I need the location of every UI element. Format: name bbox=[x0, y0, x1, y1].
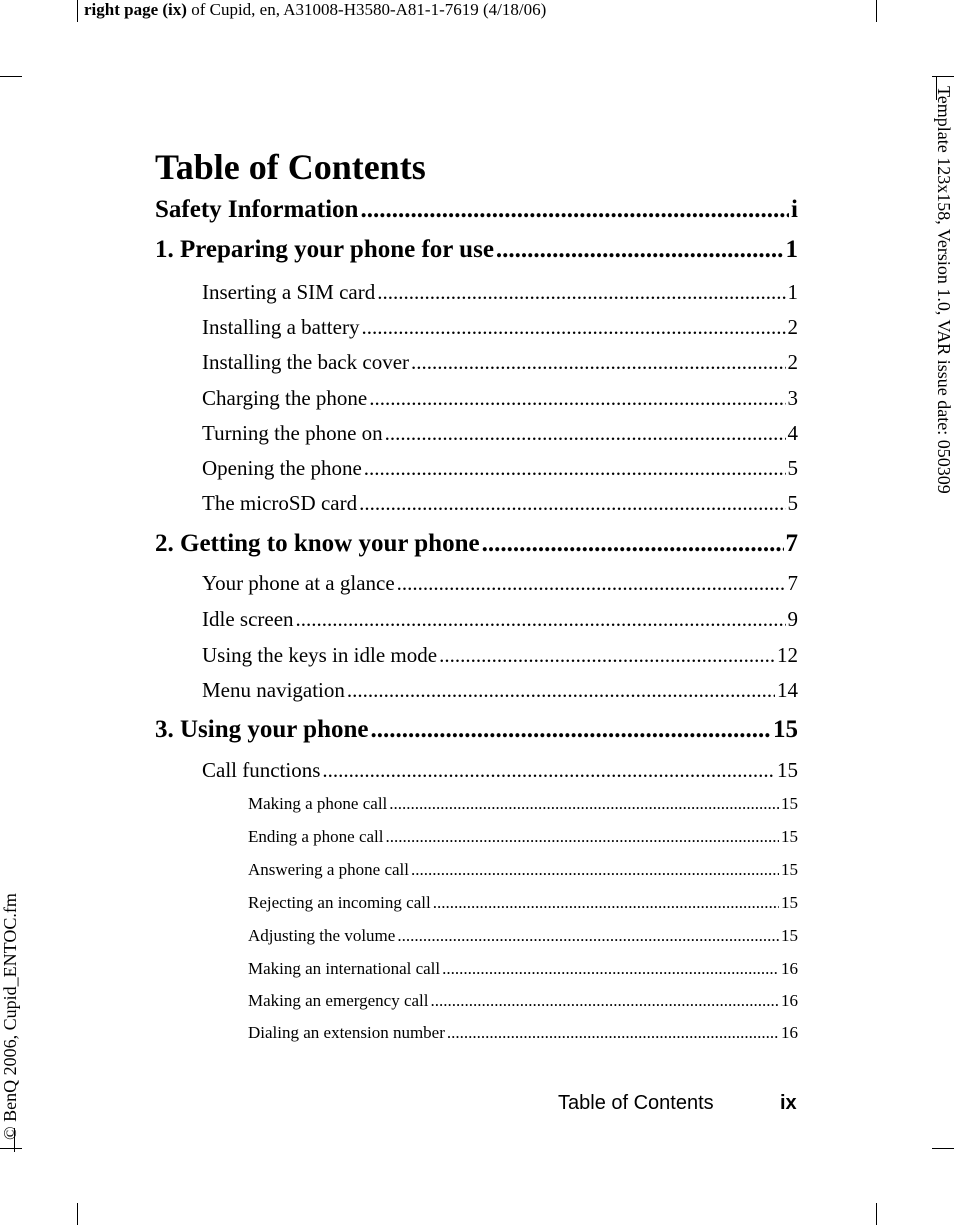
dot-leader bbox=[411, 350, 785, 375]
toc-entry-title: Ending a phone call bbox=[248, 827, 384, 846]
toc-entry-installing-battery[interactable] bbox=[202, 315, 798, 340]
toc-entry-emergency-call[interactable] bbox=[248, 991, 798, 1011]
toc-entry-title: Making a phone call bbox=[248, 794, 388, 813]
toc-entry-page: 14 bbox=[777, 678, 798, 702]
toc-entry-opening-phone[interactable] bbox=[202, 456, 798, 481]
dot-leader bbox=[496, 236, 784, 264]
dot-leader bbox=[361, 315, 785, 340]
toc-entry-page: 15 bbox=[781, 794, 798, 813]
crop-mark bbox=[77, 0, 78, 22]
toc-entry-title: Installing a battery bbox=[202, 315, 360, 339]
toc-entry-page: 16 bbox=[781, 1023, 798, 1042]
toc-entry-inserting-sim[interactable] bbox=[202, 280, 798, 305]
dot-leader bbox=[369, 386, 785, 411]
toc-entry-title: Charging the phone bbox=[202, 386, 368, 410]
toc-entry-title: 3. Using your phone bbox=[155, 716, 369, 743]
toc-entry-title: Rejecting an incoming call bbox=[248, 893, 431, 912]
dot-leader bbox=[482, 530, 784, 558]
toc-entry-page: 4 bbox=[787, 421, 798, 445]
crop-mark bbox=[0, 76, 22, 77]
page-header bbox=[84, 0, 546, 20]
dot-leader bbox=[439, 643, 775, 668]
toc-entry-title: Using the keys in idle mode bbox=[202, 643, 438, 667]
toc-entry-page: 2 bbox=[787, 315, 798, 339]
toc-entry-page: 15 bbox=[781, 860, 798, 879]
dot-leader bbox=[360, 196, 789, 224]
toc-entry-title: 2. Getting to know your phone bbox=[155, 530, 480, 557]
toc-entry-page: 1 bbox=[787, 280, 798, 304]
header-page-label: right page (ix) bbox=[84, 0, 187, 19]
dot-leader bbox=[447, 1023, 779, 1043]
toc-entry-title: Idle screen bbox=[202, 607, 294, 631]
toc-entry-title: Inserting a SIM card bbox=[202, 280, 376, 304]
footer-section-title: Table of Contents bbox=[558, 1092, 714, 1114]
header-document-info: of Cupid, en, A31008-H3580-A81-1-7619 (4/18/06) bbox=[186, 0, 547, 19]
crop-mark bbox=[876, 0, 877, 22]
dot-leader bbox=[411, 860, 779, 880]
toc-entry-rejecting-incoming-call[interactable] bbox=[248, 893, 798, 913]
toc-entry-page: 15 bbox=[773, 716, 798, 743]
toc-entry-adjusting-volume[interactable] bbox=[248, 926, 798, 946]
toc-entry-title: Turning the phone on bbox=[202, 421, 383, 445]
dot-leader bbox=[347, 678, 775, 703]
toc-entry-page: 15 bbox=[777, 758, 798, 782]
toc-entry-page: 5 bbox=[787, 456, 798, 480]
toc-entry-page: 15 bbox=[781, 926, 798, 945]
toc-entry-page: 2 bbox=[787, 350, 798, 374]
copyright-text: © BenQ 2006, Cupid_ENTOC.fm bbox=[0, 893, 20, 1140]
toc-entry-microsd-card[interactable] bbox=[202, 491, 798, 516]
toc-entry-keys-idle-mode[interactable] bbox=[202, 643, 798, 668]
toc-entry-page: 12 bbox=[777, 643, 798, 667]
toc-entry-extension-number[interactable] bbox=[248, 1023, 798, 1043]
toc-entry-title: Dialing an extension number bbox=[248, 1023, 445, 1042]
crop-mark bbox=[932, 1148, 954, 1149]
dot-leader bbox=[430, 991, 779, 1011]
toc-entry-ending-phone-call[interactable] bbox=[248, 827, 798, 847]
toc-entry-page: 9 bbox=[787, 607, 798, 631]
dot-leader bbox=[371, 716, 772, 744]
toc-entry-title: Making an international call bbox=[248, 959, 441, 978]
toc-entry-title: Answering a phone call bbox=[248, 860, 409, 879]
toc-entry-page: 16 bbox=[781, 959, 798, 978]
dot-leader bbox=[385, 421, 786, 446]
toc-entry-page: 7 bbox=[787, 571, 798, 595]
toc-entry-page: 1 bbox=[785, 236, 798, 263]
toc-entry-title: Opening the phone bbox=[202, 456, 362, 480]
footer-page-number: ix bbox=[780, 1092, 797, 1114]
dot-leader bbox=[386, 827, 780, 847]
toc-entry-page: 5 bbox=[787, 491, 798, 515]
dot-leader bbox=[397, 571, 786, 596]
toc-entry-menu-navigation[interactable] bbox=[202, 678, 798, 703]
toc-entry-title: Making an emergency call bbox=[248, 991, 429, 1010]
toc-entry-making-phone-call[interactable] bbox=[248, 794, 798, 814]
toc-entry-title: Safety Information bbox=[155, 196, 359, 223]
toc-entry-preparing-your-phone[interactable] bbox=[155, 236, 798, 264]
toc-entry-title: The microSD card bbox=[202, 491, 358, 515]
toc-entry-title: 1. Preparing your phone for use bbox=[155, 236, 494, 263]
toc-entry-title: Your phone at a glance bbox=[202, 571, 395, 595]
toc-entry-getting-to-know[interactable] bbox=[155, 530, 798, 558]
toc-entry-page: 3 bbox=[787, 386, 798, 410]
toc-entry-call-functions[interactable] bbox=[202, 758, 798, 783]
toc-entry-idle-screen[interactable] bbox=[202, 607, 798, 632]
dot-leader bbox=[433, 893, 779, 913]
toc-entry-answering-phone-call[interactable] bbox=[248, 860, 798, 880]
toc-entry-page: 7 bbox=[785, 530, 798, 557]
crop-mark bbox=[77, 1203, 78, 1225]
toc-entry-international-call[interactable] bbox=[248, 959, 798, 979]
dot-leader bbox=[442, 959, 779, 979]
dot-leader bbox=[397, 926, 779, 946]
toc-entry-page: 16 bbox=[781, 991, 798, 1010]
dot-leader bbox=[322, 758, 775, 783]
dot-leader bbox=[377, 280, 785, 305]
toc-entry-charging-phone[interactable] bbox=[202, 386, 798, 411]
toc-entry-installing-back-cover[interactable] bbox=[202, 350, 798, 375]
dot-leader bbox=[359, 491, 785, 516]
toc-entry-page: 15 bbox=[781, 893, 798, 912]
toc-entry-turning-phone-on[interactable] bbox=[202, 421, 798, 446]
crop-mark bbox=[876, 1203, 877, 1225]
toc-entry-safety-information[interactable] bbox=[155, 196, 798, 224]
dot-leader bbox=[364, 456, 786, 481]
toc-entry-page: 15 bbox=[781, 827, 798, 846]
toc-entry-title: Adjusting the volume bbox=[248, 926, 396, 945]
template-info-text: Template 123x158, Version 1.0, VAR issue date: 050309 bbox=[934, 86, 954, 494]
toc-entry-phone-at-glance[interactable] bbox=[202, 571, 798, 596]
crop-mark bbox=[0, 1148, 22, 1149]
toc-entry-page: i bbox=[791, 196, 798, 223]
toc-entry-title: Menu navigation bbox=[202, 678, 345, 702]
dot-leader bbox=[296, 607, 786, 632]
toc-entry-title: Call functions bbox=[202, 758, 321, 782]
dot-leader bbox=[389, 794, 779, 814]
toc-entry-using-your-phone[interactable] bbox=[155, 716, 798, 744]
page-title: Table of Contents bbox=[155, 147, 426, 187]
toc-entry-title: Installing the back cover bbox=[202, 350, 410, 374]
